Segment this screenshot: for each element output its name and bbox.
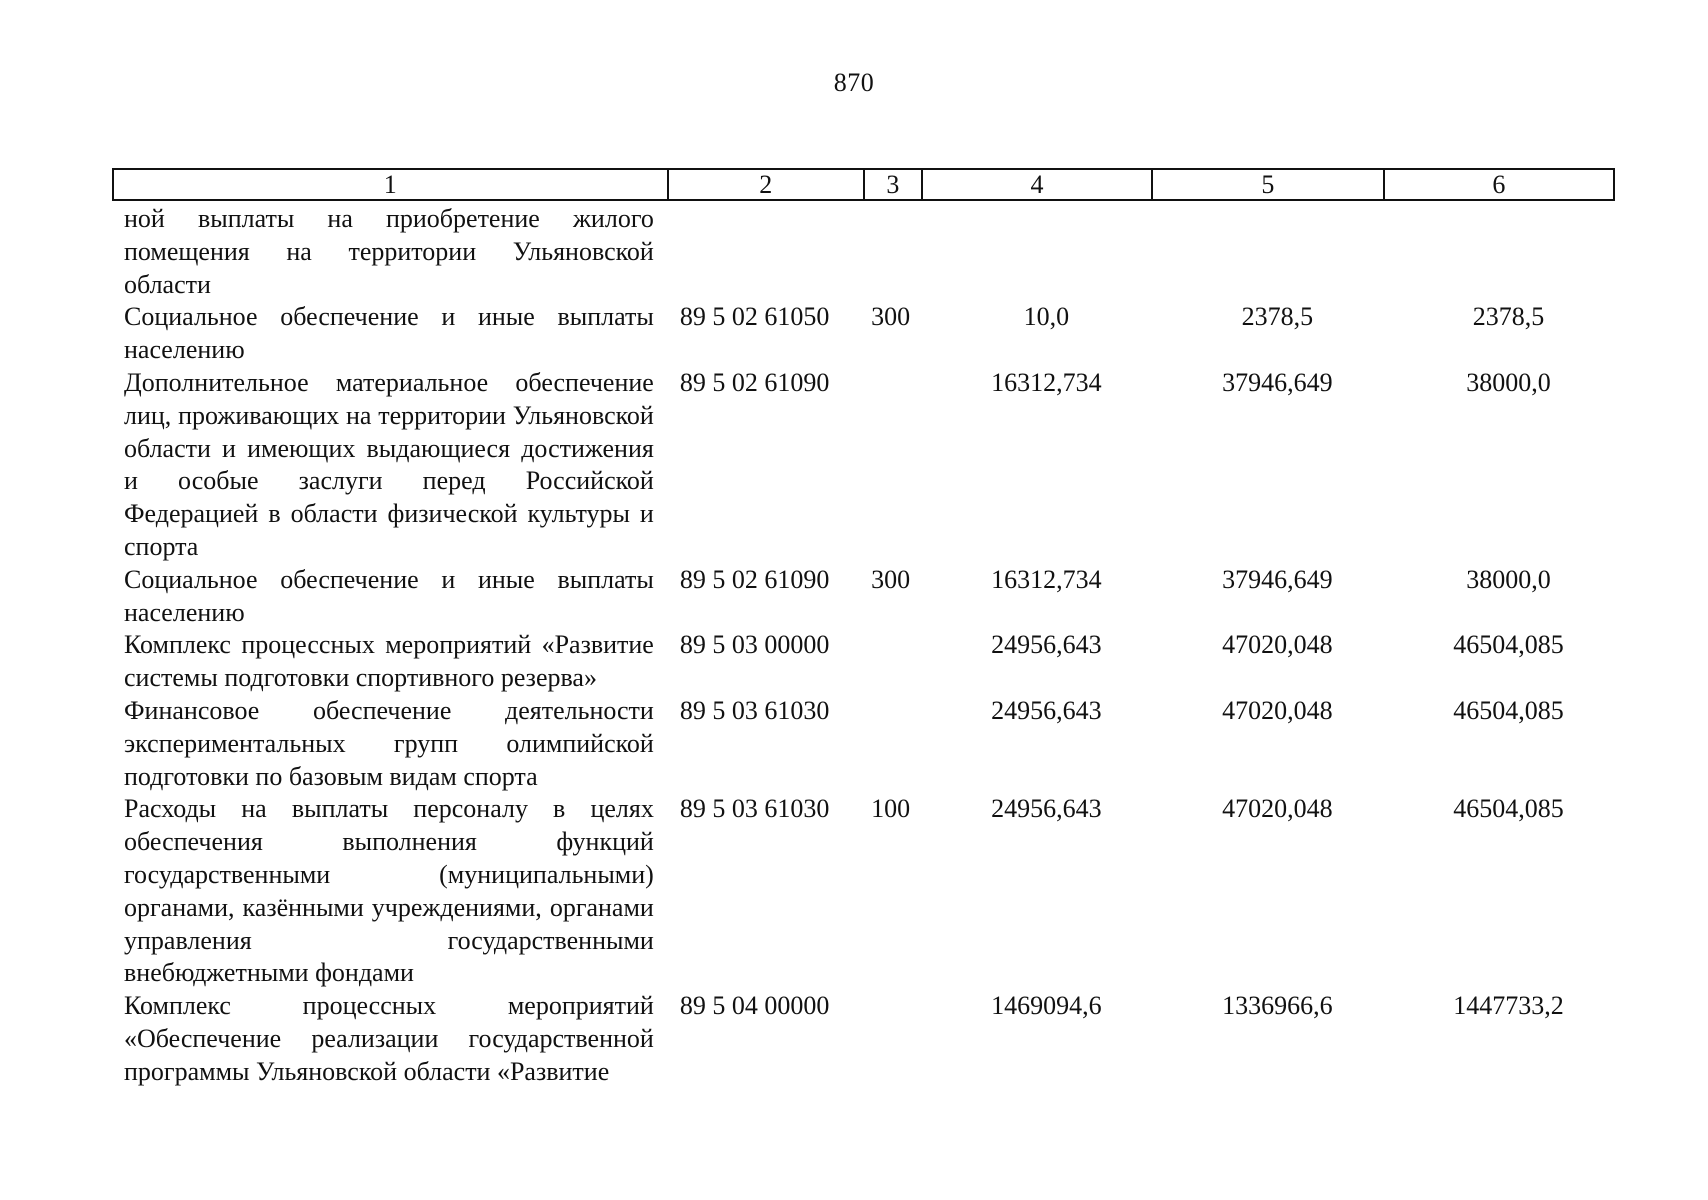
table-row [124,301,1624,367]
table-row [124,629,1624,695]
row-name: Комплекс процессных мероприятий «Развитие системы подготовки спортивного резерва» [124,630,654,693]
row-code: 89 5 03 00000 [679,630,830,660]
row-value-5: 47020,048 [1222,630,1333,660]
row-name: Дополнительное материальное обеспечение лиц, проживающих на территории Ульяновской области и имеющих выдающиеся достижения и особые заслуги перед Российской Федерацией в области физической культуры и спорта [124,367,654,561]
row-value-4: 16312,734 [991,564,1102,594]
table-row [124,203,1624,301]
row-value-4: 24956,643 [991,630,1102,660]
table-row [124,990,1624,1088]
row-value-5: 37946,649 [1222,564,1333,594]
row-value-4: 24956,643 [991,794,1102,824]
row-type: 300 [871,302,911,332]
header-cell-3: 3 [865,170,923,199]
header-cell-1: 1 [114,170,669,199]
row-code: 89 5 04 00000 [679,991,830,1021]
table-row [124,793,1624,990]
row-value-6: 2378,5 [1472,302,1545,332]
row-value-5: 37946,649 [1222,367,1333,397]
header-cell-6: 6 [1492,170,1506,199]
header-cell-2: 2 [669,170,865,199]
row-value-5: 1336966,6 [1222,991,1333,1021]
row-value-6: 38000,0 [1466,367,1551,397]
row-value-4: 16312,734 [991,367,1102,397]
row-name: ной выплаты на приобретение жилого помещения на территории Ульяновской области [124,204,654,299]
table-body [124,203,1624,1089]
page-number: 870 [833,68,875,97]
row-value-5: 47020,048 [1222,695,1333,725]
row-type: 300 [871,564,911,594]
row-value-5: 2378,5 [1241,302,1314,332]
table-row [124,367,1624,564]
row-name: Социальное обеспечение и иные выплаты населению [124,564,654,627]
row-value-5: 47020,048 [1222,794,1333,824]
row-value-4: 10,0 [1023,302,1070,332]
row-code: 89 5 02 61050 [679,302,830,332]
row-value-4: 1469094,6 [991,991,1102,1021]
row-name: Расходы на выплаты персоналу в целях обеспечения выполнения функций государственными (муниципальными) органами, казёнными учреждениями, органами управления государственными внебюджетными фондами [124,794,654,988]
row-value-6: 38000,0 [1466,564,1551,594]
table-row [124,564,1624,630]
row-name: Комплекс процессных мероприятий «Обеспечение реализации государственной программы Ульяновской области «Развитие [124,991,654,1086]
row-value-4: 24956,643 [991,695,1102,725]
row-value-6: 46504,085 [1453,794,1564,824]
row-value-6: 1447733,2 [1453,991,1564,1021]
header-cell-4: 4 [923,170,1153,199]
table-row [124,695,1624,793]
header-cell-5: 5 [1153,170,1384,199]
table-header [112,168,1615,201]
row-code: 89 5 02 61090 [679,564,830,594]
row-code: 89 5 02 61090 [679,367,830,397]
row-value-6: 46504,085 [1453,630,1564,660]
row-value-6: 46504,085 [1453,695,1564,725]
row-code: 89 5 03 61030 [679,695,830,725]
row-name: Финансовое обеспечение деятельности экспериментальных групп олимпийской подготовки по базовым видам спорта [124,695,654,791]
row-code: 89 5 03 61030 [679,794,830,824]
row-type: 100 [871,794,911,824]
row-name: Социальное обеспечение и иные выплаты населению [124,302,654,365]
